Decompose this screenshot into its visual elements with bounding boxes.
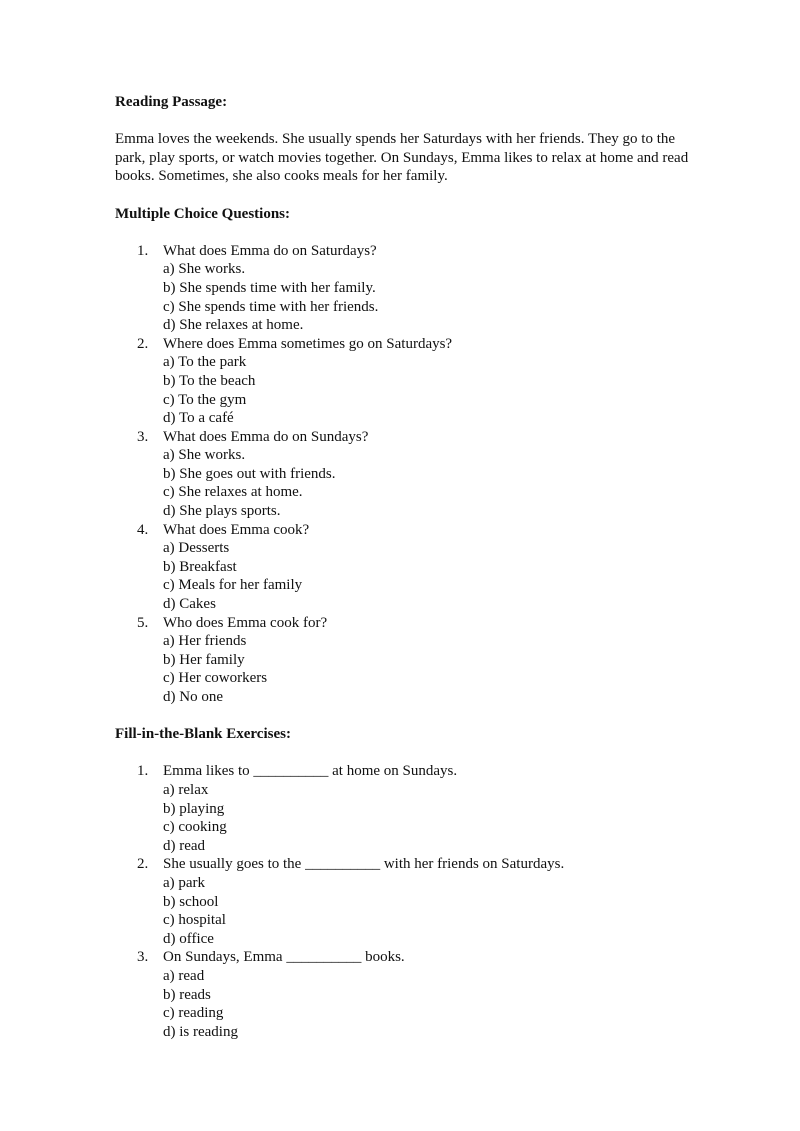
answer-option: d) She relaxes at home. <box>163 317 304 334</box>
question-text: Who does Emma cook for? <box>163 614 328 631</box>
answer-option: d) read <box>163 837 206 854</box>
answer-option: a) She works. <box>163 447 246 464</box>
question-text: What does Emma do on Sundays? <box>163 428 369 445</box>
answer-option: b) She spends time with her family. <box>163 279 376 296</box>
answer-option: d) No one <box>163 689 223 705</box>
fill-in-blank-list <box>115 762 735 1041</box>
reading-passage <box>115 130 735 186</box>
question-number: 1. <box>137 763 149 780</box>
spacer <box>115 744 735 763</box>
question-text: On Sundays, Emma __________ books. <box>163 949 405 966</box>
question-number: 5. <box>137 614 149 631</box>
answer-option: b) She goes out with friends. <box>163 465 336 482</box>
answer-option: b) playing <box>163 800 225 817</box>
answer-option: a) She works. <box>163 261 246 278</box>
answer-option: c) cooking <box>163 819 227 836</box>
passage-line: Emma loves the weekends. She usually spends her Saturdays with her friends. They go to the <box>115 131 676 148</box>
spacer <box>115 186 735 205</box>
spacer <box>115 112 735 131</box>
fill-in-blank-heading: Fill-in-the-Blank Exercises: <box>115 726 291 743</box>
answer-option: d) To a café <box>163 410 234 427</box>
mcq-heading: Multiple Choice Questions: <box>115 205 290 222</box>
question-number: 3. <box>137 949 149 966</box>
spacer <box>115 223 735 242</box>
answer-option: b) Breakfast <box>163 558 237 575</box>
fill-item <box>115 762 735 855</box>
answer-option: d) She plays sports. <box>163 503 281 520</box>
answer-option: d) office <box>163 930 214 947</box>
answer-option: d) Cakes <box>163 596 216 613</box>
answer-option: a) Her friends <box>163 633 247 650</box>
answer-option: b) To the beach <box>163 372 256 389</box>
mcq-list <box>115 242 735 707</box>
question-text: Where does Emma sometimes go on Saturdays? <box>163 335 453 352</box>
question-number: 4. <box>137 521 149 538</box>
passage-line: park, play sports, or watch movies together. On Sundays, Emma likes to relax at home and read <box>115 149 689 166</box>
passage-line: books. Sometimes, she also cooks meals for her family. <box>115 168 448 185</box>
fill-item <box>115 948 735 1041</box>
answer-option: c) Her coworkers <box>163 670 268 687</box>
answer-option: c) She relaxes at home. <box>163 484 303 501</box>
question-text: What does Emma do on Saturdays? <box>163 242 377 259</box>
question-text: What does Emma cook? <box>163 521 310 538</box>
answer-option: a) read <box>163 967 205 984</box>
answer-option: b) school <box>163 893 219 910</box>
mcq-item <box>115 242 735 335</box>
question-number: 2. <box>137 856 149 873</box>
answer-option: c) hospital <box>163 912 226 929</box>
mcq-item <box>115 614 735 707</box>
mcq-item <box>115 335 735 428</box>
mcq-item <box>115 521 735 614</box>
mcq-item <box>115 428 735 521</box>
answer-option: c) She spends time with her friends. <box>163 298 379 315</box>
answer-option: c) To the gym <box>163 391 247 408</box>
question-text: She usually goes to the __________ with her friends on Saturdays. <box>163 856 565 873</box>
spacer <box>115 707 735 726</box>
answer-option: b) Her family <box>163 651 245 668</box>
answer-option: d) is reading <box>163 1023 238 1040</box>
document-page <box>115 93 735 1041</box>
answer-option: a) To the park <box>163 354 247 371</box>
question-number: 3. <box>137 428 149 445</box>
question-text: Emma likes to __________ at home on Sundays. <box>163 763 458 780</box>
answer-option: c) reading <box>163 1005 224 1022</box>
question-number: 1. <box>137 242 149 259</box>
fill-item <box>115 855 735 948</box>
answer-option: a) park <box>163 874 206 891</box>
question-number: 2. <box>137 335 149 352</box>
answer-option: a) Desserts <box>163 540 230 557</box>
answer-option: b) reads <box>163 986 211 1003</box>
reading-passage-heading: Reading Passage: <box>115 94 228 110</box>
answer-option: c) Meals for her family <box>163 577 303 594</box>
answer-option: a) relax <box>163 781 209 798</box>
